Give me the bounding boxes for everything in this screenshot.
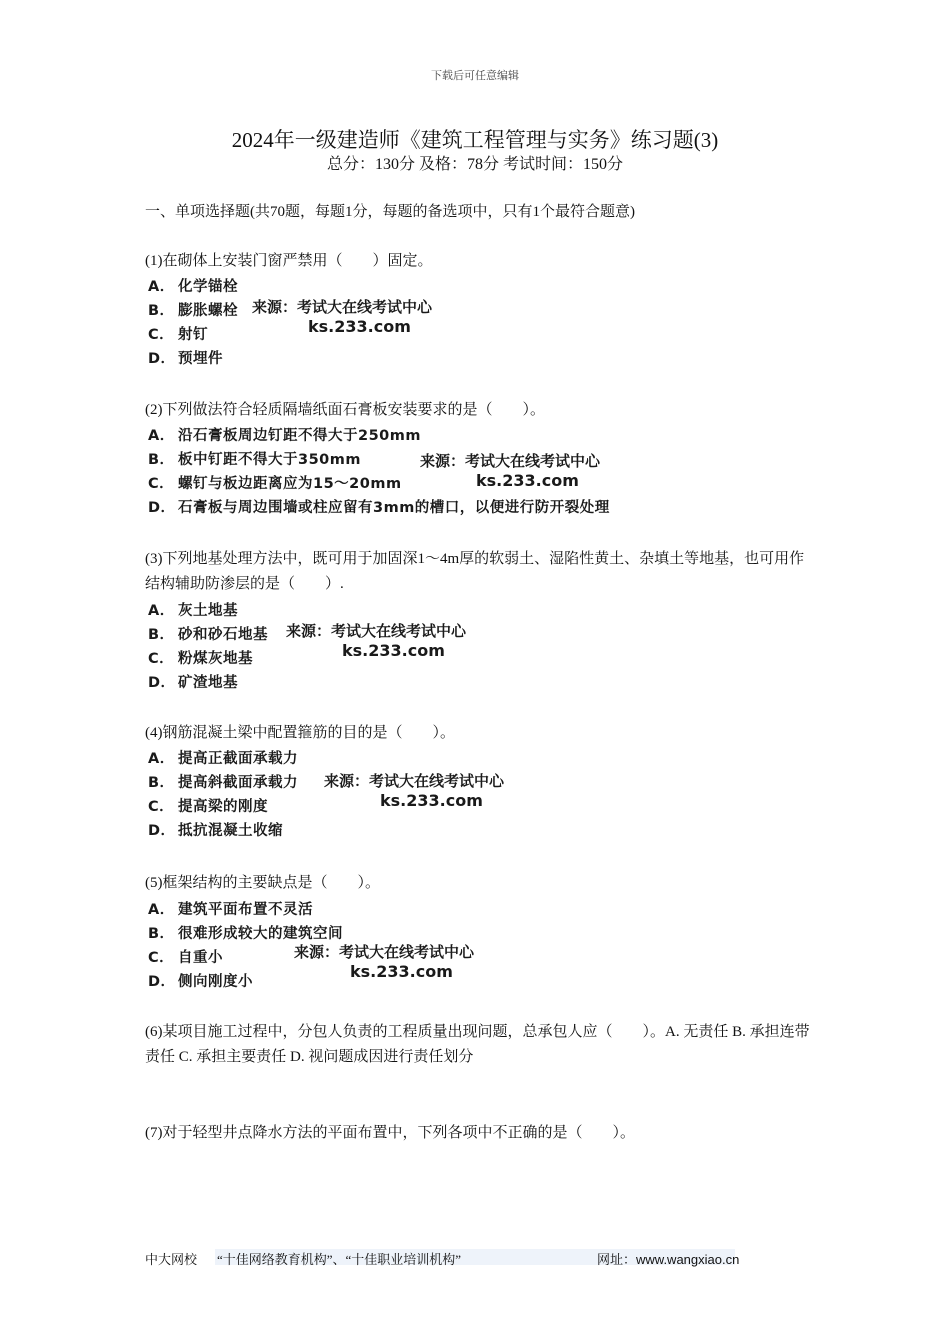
question-5-option-c: C． 自重小 <box>148 950 223 966</box>
page-footer <box>145 1249 745 1267</box>
question-2-stem: (2)下列做法符合轻质隔墙纸面石膏板安装要求的是（ ）。 <box>145 402 545 418</box>
source-watermark-2: 来源：考试大在线考试中心 ks.233.com <box>420 452 601 490</box>
source-watermark-1: 来源：考试大在线考试中心 ks.233.com <box>252 298 433 336</box>
question-5-stem: (5)框架结构的主要缺点是（ ）。 <box>145 875 380 891</box>
editable-note: 下载后可任意编辑 <box>431 69 519 82</box>
question-6-stem: (6)某项目施工过程中，分包人负责的工程质量出现问题，总承包人应（ ）。A. 无责任 B. 承担连带责任 C. 承担主要责任 D. 视问题成因进行责任划分 <box>145 1024 810 1065</box>
question-7-stem: (7)对于轻型井点降水方法的平面布置中，下列各项中不正确的是（ ）。 <box>145 1125 635 1141</box>
question-1-option-a: A． 化学锚栓 <box>148 279 238 295</box>
document-title: 2024年一级建造师《建筑工程管理与实务》练习题(3) <box>231 128 719 152</box>
question-5-option-d: D． 侧向刚度小 <box>148 974 253 990</box>
question-1-option-b: B． 膨胀螺栓 <box>148 303 238 319</box>
question-3-option-c: C． 粉煤灰地基 <box>148 651 253 667</box>
question-3-option-b: B． 砂和砂石地基 <box>148 627 268 643</box>
footer-org: 中大网校 <box>145 1252 198 1267</box>
question-1-option-c: C． 射钉 <box>148 327 208 343</box>
source-watermark-5: 来源：考试大在线考试中心 ks.233.com <box>294 943 475 981</box>
question-2-option-a: A． 沿石膏板周边钉距不得大于250mm <box>148 428 421 444</box>
question-5-option-a: A． 建筑平面布置不灵活 <box>148 902 313 918</box>
source-watermark-4: 来源：考试大在线考试中心 ks.233.com <box>324 772 505 810</box>
question-1-option-d: D． 预埋件 <box>148 351 223 367</box>
footer-site-link[interactable]: 网址：www.wangxiao.cn <box>597 1252 740 1267</box>
question-1-stem: (1)在砌体上安装门窗严禁用（ ）固定。 <box>145 253 433 269</box>
question-4-stem: (4)钢筋混凝土梁中配置箍筋的目的是（ ）。 <box>145 725 455 741</box>
question-5-option-b: B． 很难形成较大的建筑空间 <box>148 926 343 942</box>
exam-info: 总分：130分 及格：78分 考试时间：150分 <box>326 156 623 173</box>
question-4-option-c: C． 提高梁的刚度 <box>148 799 268 815</box>
question-4-option-b: B． 提高斜截面承载力 <box>148 775 298 791</box>
question-3-option-d: D． 矿渣地基 <box>148 675 238 691</box>
question-2-option-b: B． 板中钉距不得大于350mm <box>148 452 361 468</box>
question-4-option-a: A． 提高正截面承载力 <box>148 751 298 767</box>
question-2-option-d: D． 石膏板与周边围墙或柱应留有3mm的槽口，以便进行防开裂处理 <box>148 500 610 516</box>
question-2-option-c: C． 螺钉与板边距离应为15～20mm <box>148 476 402 492</box>
source-watermark-3: 来源：考试大在线考试中心 ks.233.com <box>286 622 467 660</box>
footer-slogan: “十佳网络教育机构”、“十佳职业培训机构” <box>217 1252 462 1267</box>
question-3-option-a: A． 灰土地基 <box>148 603 238 619</box>
question-3-stem: (3)下列地基处理方法中，既可用于加固深1～4m厚的软弱土、湿陷性黄土、杂填土等地基，也可用作结构辅助防渗层的是（ ）. <box>145 551 805 592</box>
question-4-option-d: D． 抵抗混凝土收缩 <box>148 823 283 839</box>
section-heading: 一、单项选择题(共70题，每题1分，每题的备选项中，只有1个最符合题意) <box>145 204 635 220</box>
